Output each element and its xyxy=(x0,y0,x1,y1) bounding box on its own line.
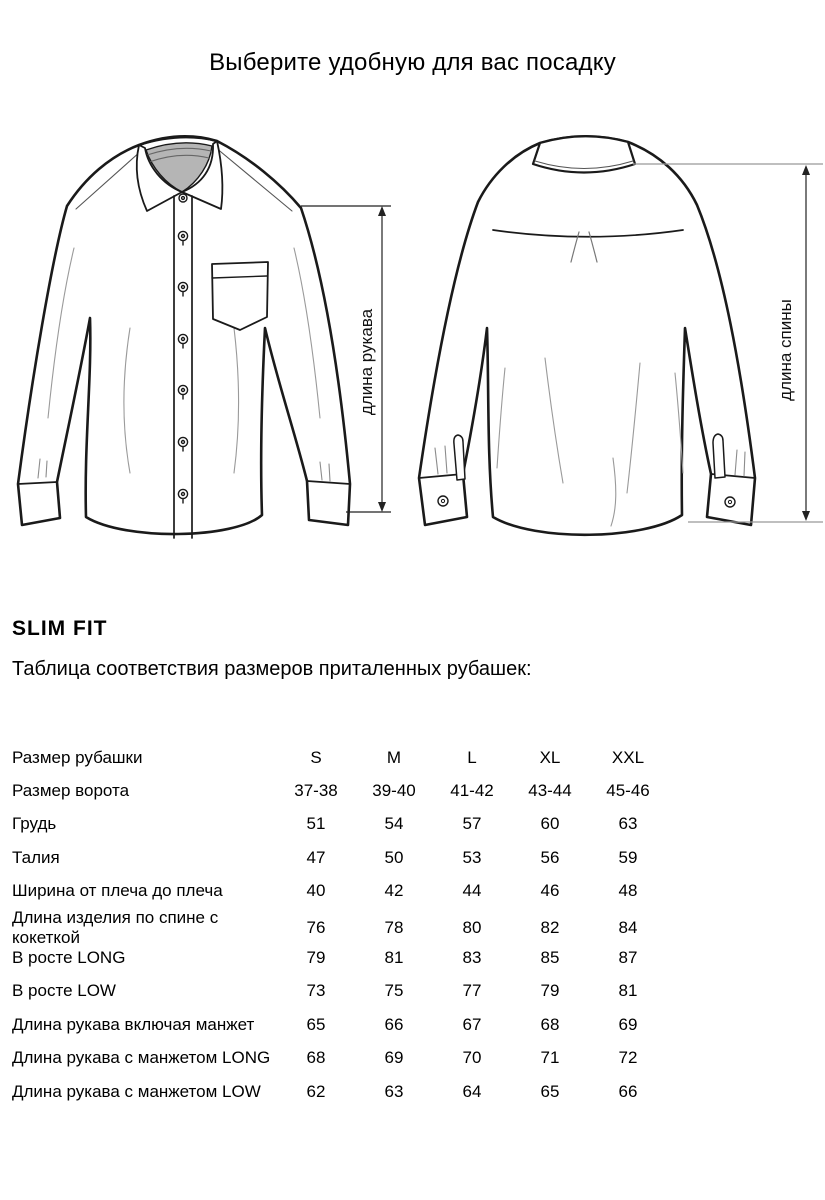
size-value: 85 xyxy=(540,948,560,968)
size-value: 60 xyxy=(540,814,560,834)
size-value: XL xyxy=(539,747,561,767)
size-value: 47 xyxy=(306,847,326,867)
size-value: 76 xyxy=(306,917,326,937)
size-value: 69 xyxy=(384,1048,404,1068)
row-label: Длина рукава с манжетом LOW xyxy=(12,1081,261,1101)
table-row xyxy=(12,774,672,807)
size-value: 72 xyxy=(618,1048,638,1068)
size-value: 53 xyxy=(462,847,482,867)
size-value: 37-38 xyxy=(294,781,338,801)
row-label: Длина рукава с манжетом LONG xyxy=(12,1048,271,1068)
row-label: Ширина от плеча до плеча xyxy=(12,881,223,901)
row-label: Длина рукава включая манжет xyxy=(12,1014,255,1034)
row-label: Грудь xyxy=(12,814,57,834)
table-row xyxy=(12,875,672,908)
table-row xyxy=(12,1008,672,1041)
chest-pocket xyxy=(212,262,268,330)
size-value: 42 xyxy=(384,881,404,901)
size-value: 56 xyxy=(540,847,560,867)
table-row xyxy=(12,841,672,874)
size-value: 39-40 xyxy=(372,781,416,801)
page-title: Выберите удобную для вас посадку xyxy=(209,49,616,76)
size-value: 83 xyxy=(462,948,482,968)
size-value: 78 xyxy=(384,917,404,937)
size-value: 44 xyxy=(462,881,482,901)
size-value: 68 xyxy=(306,1048,326,1068)
size-value: 68 xyxy=(540,1014,560,1034)
table-subtitle: Таблица соответствия размеров приталенных рубашек: xyxy=(12,658,532,680)
size-value: 43-44 xyxy=(528,781,572,801)
size-value: 67 xyxy=(462,1014,482,1034)
size-value: 87 xyxy=(618,948,638,968)
size-value: 77 xyxy=(462,981,482,1001)
row-label: Талия xyxy=(12,847,60,867)
table-row xyxy=(12,808,672,841)
size-value: 51 xyxy=(306,814,326,834)
size-value: 41-42 xyxy=(450,781,494,801)
size-table xyxy=(12,741,672,1108)
size-value: 54 xyxy=(384,814,404,834)
size-value: 70 xyxy=(462,1048,482,1068)
size-value: 48 xyxy=(618,881,638,901)
shirt-front-drawing xyxy=(18,136,350,538)
size-value: 59 xyxy=(618,847,638,867)
size-value: 45-46 xyxy=(606,781,650,801)
size-value: XXL xyxy=(611,747,645,767)
size-value: 64 xyxy=(462,1081,482,1101)
sleeve-length-label: длина рукава xyxy=(357,308,376,416)
size-value: M xyxy=(386,747,402,767)
size-value: 81 xyxy=(384,948,404,968)
size-value: S xyxy=(310,747,322,767)
size-value: 69 xyxy=(618,1014,638,1034)
shirt-back-drawing xyxy=(419,136,755,535)
size-value: 66 xyxy=(618,1081,638,1101)
size-value: 63 xyxy=(618,814,638,834)
row-label: В росте LONG xyxy=(12,948,126,968)
size-value: 82 xyxy=(540,917,560,937)
slim-fit-heading: SLIM FIT xyxy=(12,617,108,640)
table-row xyxy=(12,741,672,774)
size-value: 79 xyxy=(540,981,560,1001)
size-value: 46 xyxy=(540,881,560,901)
fit-guide-figure xyxy=(0,0,825,570)
table-row xyxy=(12,975,672,1008)
size-value: L xyxy=(467,747,477,767)
size-value: 63 xyxy=(384,1081,404,1101)
size-value: 80 xyxy=(462,917,482,937)
size-value: 65 xyxy=(306,1014,326,1034)
size-value: 84 xyxy=(618,917,638,937)
size-value: 75 xyxy=(384,981,404,1001)
size-value: 57 xyxy=(462,814,482,834)
size-value: 62 xyxy=(306,1081,326,1101)
row-label: Размер ворота xyxy=(12,781,130,801)
size-value: 50 xyxy=(384,847,404,867)
table-row xyxy=(12,1042,672,1075)
size-value: 79 xyxy=(306,948,326,968)
back-length-label: длина спины xyxy=(776,299,795,401)
size-value: 40 xyxy=(306,881,326,901)
size-value: 66 xyxy=(384,1014,404,1034)
row-label: В росте LOW xyxy=(12,981,116,1001)
size-value: 65 xyxy=(540,1081,560,1101)
size-value: 81 xyxy=(618,981,638,1001)
row-label: Длина изделия по спине с кокеткой xyxy=(12,907,219,947)
row-label: Размер рубашки xyxy=(12,747,143,767)
size-value: 71 xyxy=(540,1048,560,1068)
table-row xyxy=(12,1075,672,1108)
table-row xyxy=(12,907,672,947)
size-value: 73 xyxy=(306,981,326,1001)
